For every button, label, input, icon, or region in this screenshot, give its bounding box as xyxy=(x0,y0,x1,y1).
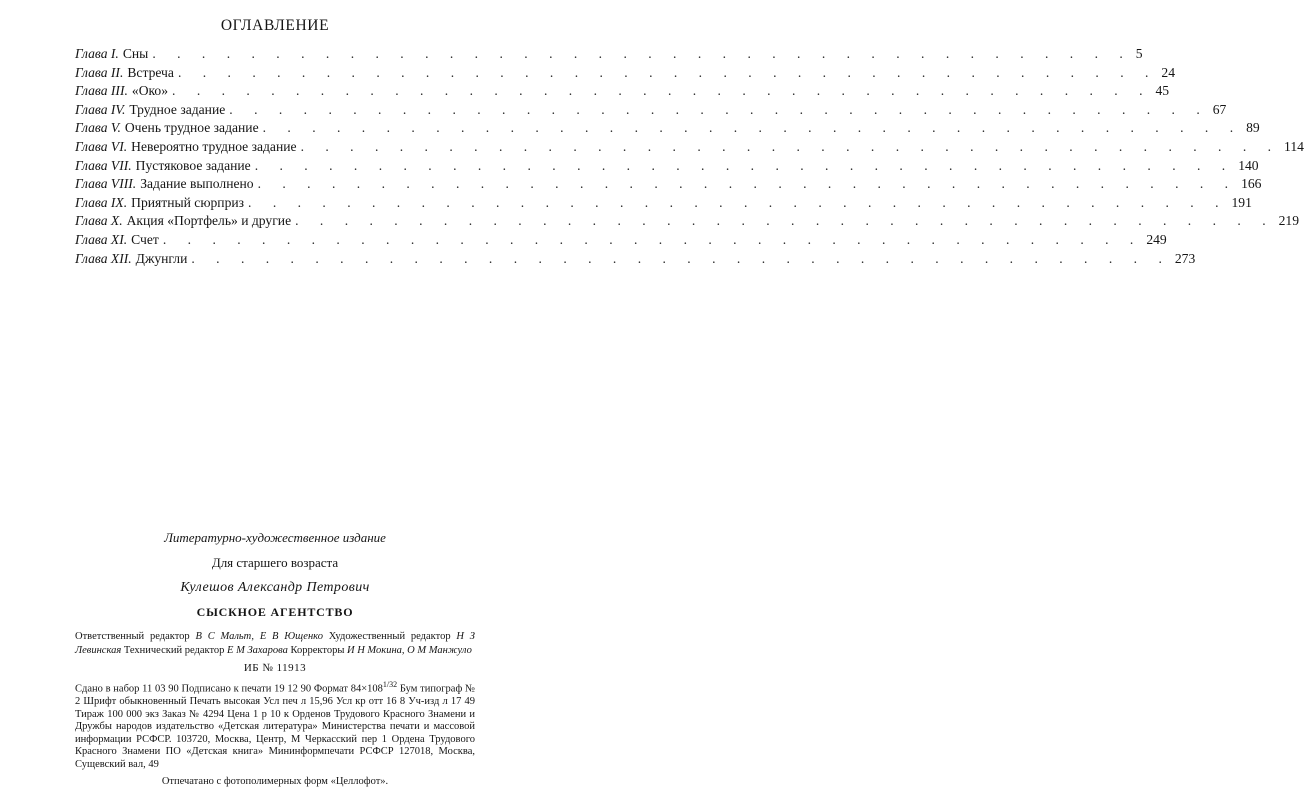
toc-page-number: 114 xyxy=(1284,138,1304,154)
author-name: Кулешов Александр Петрович xyxy=(180,580,370,595)
toc-chapter-title: Счет xyxy=(131,231,159,247)
toc-page-number: 191 xyxy=(1231,194,1252,210)
toc-page-number: 5 xyxy=(1135,46,1143,61)
toc-entry xyxy=(75,46,1143,65)
toc-entry xyxy=(75,194,1252,214)
toc-page-number: 166 xyxy=(1241,176,1262,192)
toc-dot-leader: . . . . . . . . . . . . . . . . . . . . . . . . . . . . . . . . . . . . . . . . xyxy=(254,157,1235,173)
toc-entry xyxy=(75,138,1304,158)
toc-page-number: 89 xyxy=(1246,120,1260,136)
toc-entry xyxy=(75,120,1260,139)
toc-dot-leader: . . . . . . . . . . . . . . . . . . . . . . . . . . . . . . . . . . . . . . . . xyxy=(191,250,1171,266)
toc-page-number: 24 xyxy=(1161,64,1176,80)
toc-chapter-number: Глава XI. xyxy=(75,231,128,247)
editors-credits xyxy=(75,630,475,657)
toc-dot-leader: . . . . . . . . . . . . . . . . . . . . . . . . . . . . . . . . . . . . . . . . xyxy=(229,101,1209,117)
printing-note: Отпечатано с фотополимерных форм «Целлофот». xyxy=(161,775,389,787)
toc-chapter-title: Встреча xyxy=(127,64,174,80)
toc-chapter-number: Глава I. xyxy=(75,46,119,61)
specs-part-1: Сдано в набор 11 03 90 Подписано к печати 19 12 90 Формат 84×108 xyxy=(75,683,383,695)
audience-note: Для старшего возраста xyxy=(211,555,339,570)
toc-entry xyxy=(75,213,1299,232)
toc-chapter-number: Глава III. xyxy=(75,83,128,99)
toc-page-number: 273 xyxy=(1174,250,1196,266)
editors-names-tech: Е М Захарова xyxy=(227,644,288,656)
toc-page-number: 219 xyxy=(1278,213,1299,229)
toc-chapter-title: Джунгли xyxy=(135,250,188,266)
toc-dot-leader: . . . . . . . . . . . . . . . . . . . . . . . . . . . . . . . . . . . . . . . . xyxy=(177,64,1158,80)
specs-format-fraction: 1/32 xyxy=(382,680,398,689)
toc-chapter-number: Глава VII. xyxy=(75,157,132,173)
editors-names-proof: И Н Мокина, О М Манжуло xyxy=(347,644,472,656)
toc-chapter-number: Глава X. xyxy=(75,213,123,229)
toc-chapter-title: Задание выполнено xyxy=(140,176,254,192)
toc-page-number: 45 xyxy=(1155,83,1170,99)
toc-chapter-number: Глава IV. xyxy=(75,101,126,117)
toc-page-number: 140 xyxy=(1238,157,1259,173)
toc-chapter-title: Невероятно трудное задание xyxy=(131,138,297,154)
book-title: СЫСКНОЕ АГЕНТСТВО xyxy=(196,605,354,619)
edition-type: Литературно-художественное издание xyxy=(164,530,386,545)
specs-part-2: Бум типограф № 2 Шрифт обыкновенный Печать высокая Усл печ л 15,96 Усл кр отт 16 8 Уч-изд л 17 49 Тираж 100 000 экз Заказ № 4294 Цена 1 р 10 к Орденов Трудового Красного Знамени и Дружбы народов издательство «Детская литература» Министерства печати и массовой информации РСФСР. 103720, Москва, Центр, М Черкасский пер 1 Ордена Трудового Красного Знамени ПО «Детская книга» Мининформпечати РСФСР 127018, Москва, Сущевский вал, 49 xyxy=(75,683,476,771)
editors-label-proof: Корректоры xyxy=(287,644,348,656)
editors-label-art: Художественный редактор xyxy=(322,631,457,642)
editors-label-responsible: Ответственный редактор xyxy=(75,631,196,642)
toc-chapter-number: Глава VI. xyxy=(75,138,128,154)
toc-chapter-number: Глава VIII. xyxy=(75,176,137,192)
toc-dot-leader: . . . . . . . . . . . . . . . . . . . . . . . . . . . . . . . . . . . . . . . . xyxy=(257,176,1238,192)
toc-chapter-title: Пустяковое задание xyxy=(135,157,251,173)
toc-dot-leader: . . . . . . . . . . . . . . . . . . . . . . . . . . . . . . . . . . . . . . . . xyxy=(152,46,1132,61)
toc-entry xyxy=(75,64,1176,84)
table-of-contents xyxy=(75,46,1304,269)
toc-entry xyxy=(75,176,1262,195)
toc-chapter-title: Приятный сюрприз xyxy=(131,194,245,210)
toc-heading: ОГЛАВЛЕНИЕ xyxy=(220,17,330,34)
toc-chapter-number: Глава IX. xyxy=(75,194,128,210)
ib-number: ИБ № 11913 xyxy=(243,662,307,674)
toc-chapter-number: Глава II. xyxy=(75,64,124,80)
toc-dot-leader: . . . . . . . . . . . . . . . . . . . . . . . . . . . . . . . . . . . . . . . . xyxy=(262,120,1243,136)
toc-page-number: 249 xyxy=(1146,231,1167,247)
toc-chapter-title: «Око» xyxy=(131,83,169,99)
toc-dot-leader: . . . . . . . . . . . . . . . . . . . . . . . . . . . . . . . . . . . . . . . . xyxy=(248,194,1228,210)
toc-dot-leader: . . . . . . . . . . . . . . . . . . . . . . . . . . . . . . . . . . . . . . . . xyxy=(172,83,1152,99)
toc-page-number: 67 xyxy=(1212,101,1227,117)
toc-chapter-number: Глава V. xyxy=(75,120,121,136)
toc-entry xyxy=(75,101,1227,121)
editors-names-responsible: В С Мальт, Е В Ющенко xyxy=(195,631,323,642)
toc-entry xyxy=(75,231,1167,251)
toc-dot-leader: . . . . . . . . . . . . . . . . . . . . . . . . . . . . . . . . . . . . . . . . xyxy=(162,231,1143,247)
toc-chapter-title: Трудное задание xyxy=(129,101,226,117)
editors-names-art: Н З Левинская xyxy=(75,631,475,656)
toc-dot-leader: . . . . . . . . . . . . . . . . . . . . . . . . . . . . . . . . . . . . . . . . xyxy=(300,138,1281,154)
toc-chapter-title: Сны xyxy=(122,46,149,61)
toc-entry xyxy=(75,83,1170,102)
publication-specs xyxy=(75,679,475,772)
toc-dot-leader: . . . . . . . . . . . . . . . . . . . . . . . . . . . . . . . . . . . . . . . . xyxy=(295,213,1275,229)
toc-chapter-number: Глава XII. xyxy=(75,250,132,266)
toc-entry xyxy=(75,157,1259,177)
imprint-block xyxy=(75,530,475,787)
toc-entry xyxy=(75,250,1196,270)
toc-chapter-title: Акция «Портфель» и другие xyxy=(126,213,292,229)
toc-chapter-title: Очень трудное задание xyxy=(124,120,259,136)
editors-label-tech: Технический редактор xyxy=(121,644,228,656)
